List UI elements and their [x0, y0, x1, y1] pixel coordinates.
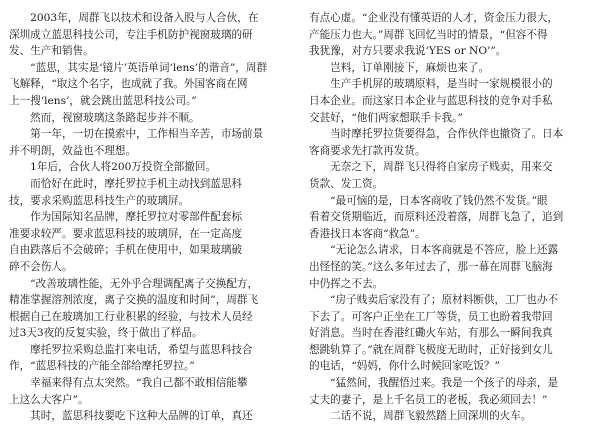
text-line: 想跳轨算了。”就在周群飞极度无助时，正好接到女儿	[309, 343, 553, 356]
text-line: 丈夫的妻子，是上千名员工的老板，我必须回去！”	[309, 393, 548, 406]
text-line: 货款、发工资。	[309, 177, 384, 190]
text-line: 并不明朗，效益也不理想。	[9, 144, 137, 157]
text-line: 第一年，一切在摸索中，工作相当辛苦，市场前景	[9, 128, 264, 141]
right-text-column	[309, 10, 597, 425]
text-line: “蓝思，其实是‘镜片’英语单词‘lens’的谐音”，周群	[9, 61, 268, 74]
text-line: 产能压力也大。”周群飞回忆当时的情景，“但容不得	[309, 28, 548, 41]
text-line: 的电话，“妈妈，你什么时候回家吃饭？”	[309, 360, 500, 373]
text-line: 其时，蓝思科技要吃下这种大品牌的订单，真还	[9, 410, 253, 423]
text-line: 准要求较严。要求蓝思科技的玻璃屏，在一定高度	[9, 227, 243, 240]
text-line: “房子贱卖后家没有了；原材料断供，工厂也办不	[309, 294, 559, 307]
text-line: 1年后，合伙人将200万投资全部撤回。	[9, 161, 217, 174]
text-line: 然而，视窗玻璃这条路起步并不顺。	[9, 111, 200, 124]
text-line: 好消息。当时在香港红磡火车站，有那么一瞬间我真	[309, 327, 553, 340]
text-line: 碎不会伤人。	[9, 260, 73, 273]
text-line: 岂料，订单刚接下，麻烦也来了。	[309, 61, 490, 74]
text-line: 自由跌落后不会破碎；手机在使用中，如果玻璃破	[9, 244, 243, 257]
text-line: 出怪怪的笑。”这么多年过去了，那一幕在周群飞脑海	[309, 260, 553, 273]
text-line: 技，要求采购蓝思科技生产的玻璃屏。	[9, 194, 190, 207]
text-line: 交甚好，“他们两家想联手卡我。”	[309, 111, 463, 124]
text-line: “猛然间，我醒悟过来。我是一个孩子的母亲，是	[309, 377, 559, 390]
text-line: 下去了。可客户正坐在工厂等货，员工也盼着我带回	[309, 310, 553, 323]
text-line: 当时摩托罗拉货要得急，合作伙伴也撤资了。日本	[309, 128, 564, 141]
text-line: 根据自己在玻璃加工行业积累的经验，与技术人员经	[9, 310, 253, 323]
text-line: 发、生产和销售。	[9, 45, 94, 58]
text-line: 飞解释，“取这个名字，也成就了我。外国客商在网	[9, 78, 248, 91]
text-line: 有点心虚。“企业没有懂英语的人才，资金压力很大，	[309, 12, 559, 24]
text-line: 深圳成立蓝思科技公司，专注手机防护视窗玻璃的研	[9, 28, 253, 41]
text-line: 二话不说，周群飞毅然踏上回深圳的火车。	[309, 410, 532, 423]
text-line: 精准掌握溶剂浓度，离子交换的温度和时间”，周群飞	[9, 294, 259, 307]
text-line: 香港找日本客商“救急”。	[309, 227, 426, 240]
text-line: 客商要求先打款再发货。	[309, 144, 426, 157]
text-line: 幸福来得有点太突然。“我自己都不敢相信能攀	[9, 377, 248, 390]
text-line: 上一搜‘lens’，就会跳出蓝思科技公司。”	[9, 94, 197, 107]
left-text-column	[9, 10, 301, 425]
text-line: 看着交货期临近，而原料还没着落，周群飞急了，追到	[309, 211, 564, 224]
text-line: 我犹豫，对方只要求我说‘YES or NO’”。	[309, 45, 507, 58]
text-line: 摩托罗拉采购总监打来电话，希望与蓝思科技合	[9, 343, 253, 356]
text-line: 作为国际知名品牌，摩托罗拉对零部件配套标	[9, 211, 243, 224]
text-line: “改善玻璃性能，无外乎合理调配离子交换配方，	[9, 277, 259, 290]
text-line: “最可恼的是，日本客商收了钱仍然不发货。”眼	[309, 194, 548, 207]
text-line: “无论怎么请求，日本客商就是不答应，脸上还露	[309, 244, 559, 257]
text-line: 生产手机屏的玻璃原料，是当时一家规模很小的	[309, 78, 553, 91]
text-line: 而恰好在此时，摩托罗拉手机主动找到蓝思科	[9, 177, 243, 190]
text-line: 作，“蓝思科技的产能全部给摩托罗拉。”	[9, 360, 195, 373]
text-line: 上这么大客户”。	[9, 393, 89, 406]
text-line: 日本企业。而这家日本企业与蓝思科技的竞争对手私	[309, 94, 553, 107]
text-line: 2003年，周群飞以技术和设备入股与人合伙，在	[9, 12, 259, 24]
text-line: 中仍挥之不去。	[309, 277, 384, 290]
text-line: 无奈之下，周群飞只得将自家房子贱卖，用来交	[309, 161, 553, 174]
text-line: 过3天3夜的反复实验，终于做出了样品。	[9, 327, 203, 340]
